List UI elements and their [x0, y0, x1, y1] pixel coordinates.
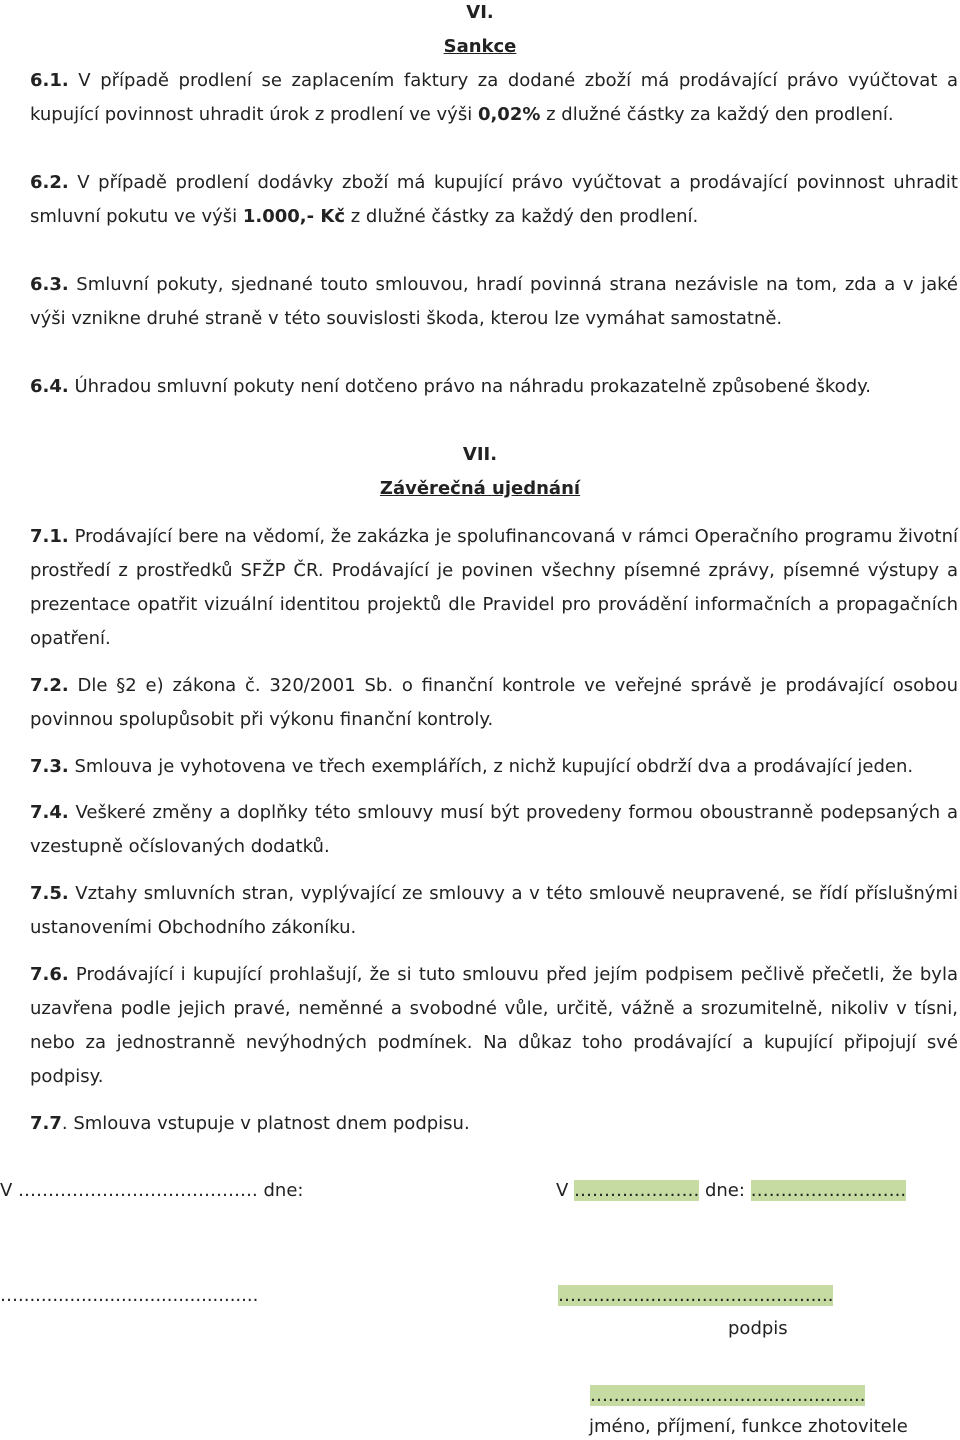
clause-text: Veškeré změny a doplňky této smlouvy musí být provedeny formou oboustranně podepsaných a vzestupně očíslovaných dodatků.: [30, 802, 958, 857]
clause-6-1: [30, 64, 958, 132]
clause-text: z dlužné částky za každý den prodlení.: [345, 206, 699, 227]
clause-text: Prodávající bere na vědomí, že zakázka je spolufinancovaná v rámci Operačního programu životní prostředí z prostředků SFŽP ČR. Prodávající je povinen všechny písemné zprávy, písemné výstupy a prezentace opatřit vizuální identitou projektů dle Pravidel pro provádění informačních a propagačních opatření.: [30, 526, 958, 649]
section-7-title: Závěrečná ujednání: [379, 478, 581, 499]
clause-text: . Smlouva vstupuje v platnost dnem podpisu.: [61, 1113, 470, 1134]
clause-text: Smlouva je vyhotovena ve třech exemplářích, z nichž kupující obdrží dva a prodávající jeden.: [68, 756, 914, 777]
clause-number: 7.5.: [30, 883, 69, 904]
clause-number: 7.1.: [30, 526, 69, 547]
clause-7-2: [30, 669, 958, 737]
clause-text: V případě prodlení dodávky zboží má kupující právo vyúčtovat a prodávající povinnost uhradit smluvní pokutu ve výši: [30, 172, 958, 227]
right-place-date-line: [556, 1180, 906, 1201]
clause-6-3: [30, 268, 958, 336]
clause-text: Smluvní pokuty, sjednané touto smlouvou, hradí povinná strana nezávisle na tom, zda a v jaké výši vznikne druhé straně v této souvislosti škoda, kterou lze vymáhat samostatně.: [30, 274, 958, 329]
clause-number: 6.1.: [30, 70, 69, 91]
right-date-fill: ……………………..: [750, 1180, 907, 1201]
right-signature-line: ….............................................: [558, 1285, 834, 1306]
clause-text: Dle §2 e) zákona č. 320/2001 Sb. o finanční kontrole ve veřejné správě je prodávající osobou povinnou spolupůsobit při výkonu finanční kontroly.: [30, 675, 958, 730]
clause-number: 6.3.: [30, 274, 69, 295]
clause-number: 6.4.: [30, 376, 69, 397]
clause-7-4: [30, 796, 958, 864]
clause-6-4: [30, 370, 871, 404]
section-6-number: VI.: [466, 2, 494, 23]
left-signature-line: …..........................................: [0, 1285, 259, 1306]
name-line: ….............................................: [590, 1385, 866, 1406]
right-date-label: dne:: [699, 1180, 751, 1201]
clause-number: 7.7: [30, 1113, 62, 1134]
section-6-title: Sankce: [443, 36, 517, 57]
clause-number: 7.4.: [30, 802, 69, 823]
clause-number: 7.3.: [30, 756, 69, 777]
section-7-number: VII.: [462, 444, 498, 465]
clause-7-1: [30, 520, 958, 656]
clause-text: Prodávající i kupující prohlašují, že si tuto smlouvu před jejím podpisem pečlivě přečetli, že byla uzavřena podle jejich pravé, neměnné a svobodné vůle, určitě, vážně a srozumitelně, nikoliv v tísni, nebo za jednostranně nevýhodných podmínek. Na důkaz toho prodávající a kupující připojují své podpisy.: [30, 964, 958, 1087]
clause-7-3: [30, 750, 913, 784]
clause-7-5: [30, 877, 958, 945]
clause-6-2: [30, 166, 958, 234]
clause-text: Vztahy smluvních stran, vyplývající ze smlouvy a v této smlouvě neupravené, se řídí příslušnými ustanoveními Obchodního zákoníku.: [30, 883, 958, 938]
signature-label: podpis: [728, 1318, 788, 1339]
clause-number: 7.2.: [30, 675, 69, 696]
name-function-label: jméno, příjmení, funkce zhotovitele: [589, 1416, 908, 1437]
right-place-prefix: V: [556, 1180, 575, 1201]
clause-number: 6.2.: [30, 172, 69, 193]
clause-number: 7.6.: [30, 964, 69, 985]
clause-7-7: [30, 1107, 470, 1141]
clause-text: Úhradou smluvní pokuty není dotčeno právo na náhradu prokazatelně způsobené škody.: [68, 376, 871, 397]
left-place-date-line: V …………………………………. dne:: [0, 1180, 304, 1201]
clause-text: V případě prodlení se zaplacením faktury za dodané zboží má prodávající právo vyúčtovat a kupující povinnost uhradit úrok z prodlení ve výši: [30, 70, 958, 125]
clause-bold-value: 0,02%: [477, 104, 541, 125]
clause-text: z dlužné částky za každý den prodlení.: [540, 104, 894, 125]
clause-bold-value: 1.000,- Kč: [242, 206, 346, 227]
clause-7-6: [30, 958, 958, 1094]
right-place-fill: ………..……….: [574, 1180, 700, 1201]
